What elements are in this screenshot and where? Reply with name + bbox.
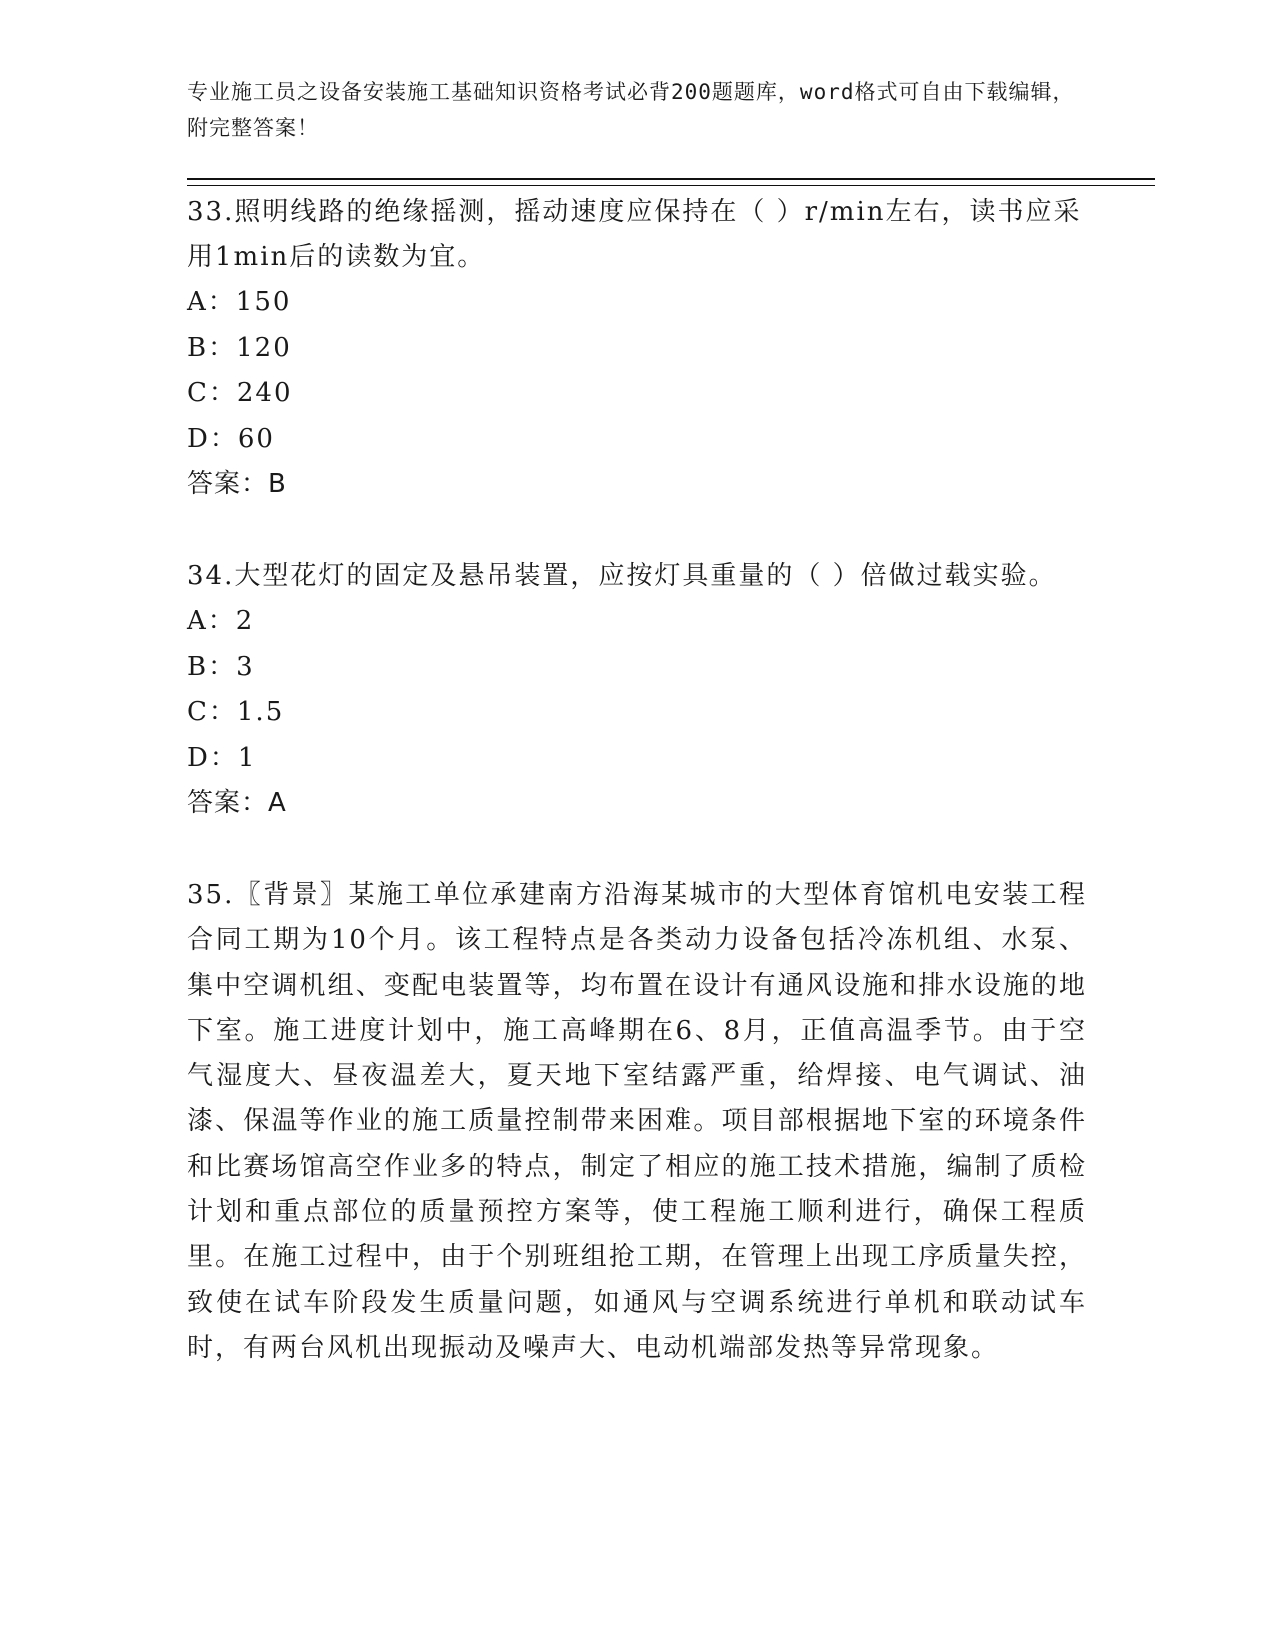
question-35	[187, 873, 1087, 1371]
question-stem: 34.大型花灯的固定及悬吊装置，应按灯具重量的（ ）倍做过载实验。	[187, 561, 1057, 591]
header-divider	[187, 178, 1155, 186]
answer-text: 答案：A	[187, 788, 287, 818]
option-a: A：150	[187, 287, 292, 317]
option-b: B：3	[187, 651, 255, 682]
page-header: 专业施工员之设备安装施工基础知识资格考试必背200题题库，word格式可自由下载编辑，附完整答案！	[187, 80, 1075, 140]
question-34	[187, 554, 1087, 826]
question-spacer	[187, 826, 1087, 873]
question-list	[187, 190, 1087, 1371]
option-d: D：1	[187, 742, 257, 773]
question-spacer	[187, 507, 1087, 554]
option-d: D：60	[187, 423, 275, 454]
question-stem: 33.照明线路的绝缘摇测，摇动速度应保持在（ ）r/min左右，读书应采用1min后的读数为宜。	[187, 197, 1082, 272]
question-33	[187, 190, 1087, 507]
option-a: A：2	[187, 606, 255, 636]
option-c: C：1.5	[187, 697, 285, 727]
option-b: B：120	[187, 332, 292, 363]
question-stem: 35.〖背景〗某施工单位承建南方沿海某城市的大型体育馆机电安装工程合同工期为10个月。该工程特点是各类动力设备包括冷冻机组、水泵、集中空调机组、变配电装置等，均布置在设计有通风设施和排水设施的地下室。施工进度计划中，施工高峰期在6、8月，正值高温季节。由于空气湿度大、昼夜温差大，夏天地下室结露严重，给焊接、电气调试、油漆、保温等作业的施工质量控制带来困难。项目部根据地下室的环境条件和比赛场馆高空作业多的特点，制定了相应的施工技术措施，编制了质检计划和重点部位的质量预控方案等，使工程施工顺利进行，确保工程质里。在施工过程中，由于个别班组抢工期，在管理上出现工序质量失控，致使在试车阶段发生质量问题，如通风与空调系统进行单机和联动试车时，有两台风机出现振动及噪声大、电动机端部发热等异常现象。	[187, 880, 1087, 1363]
option-c: C：240	[187, 378, 293, 408]
answer-text: 答案：B	[187, 469, 287, 499]
